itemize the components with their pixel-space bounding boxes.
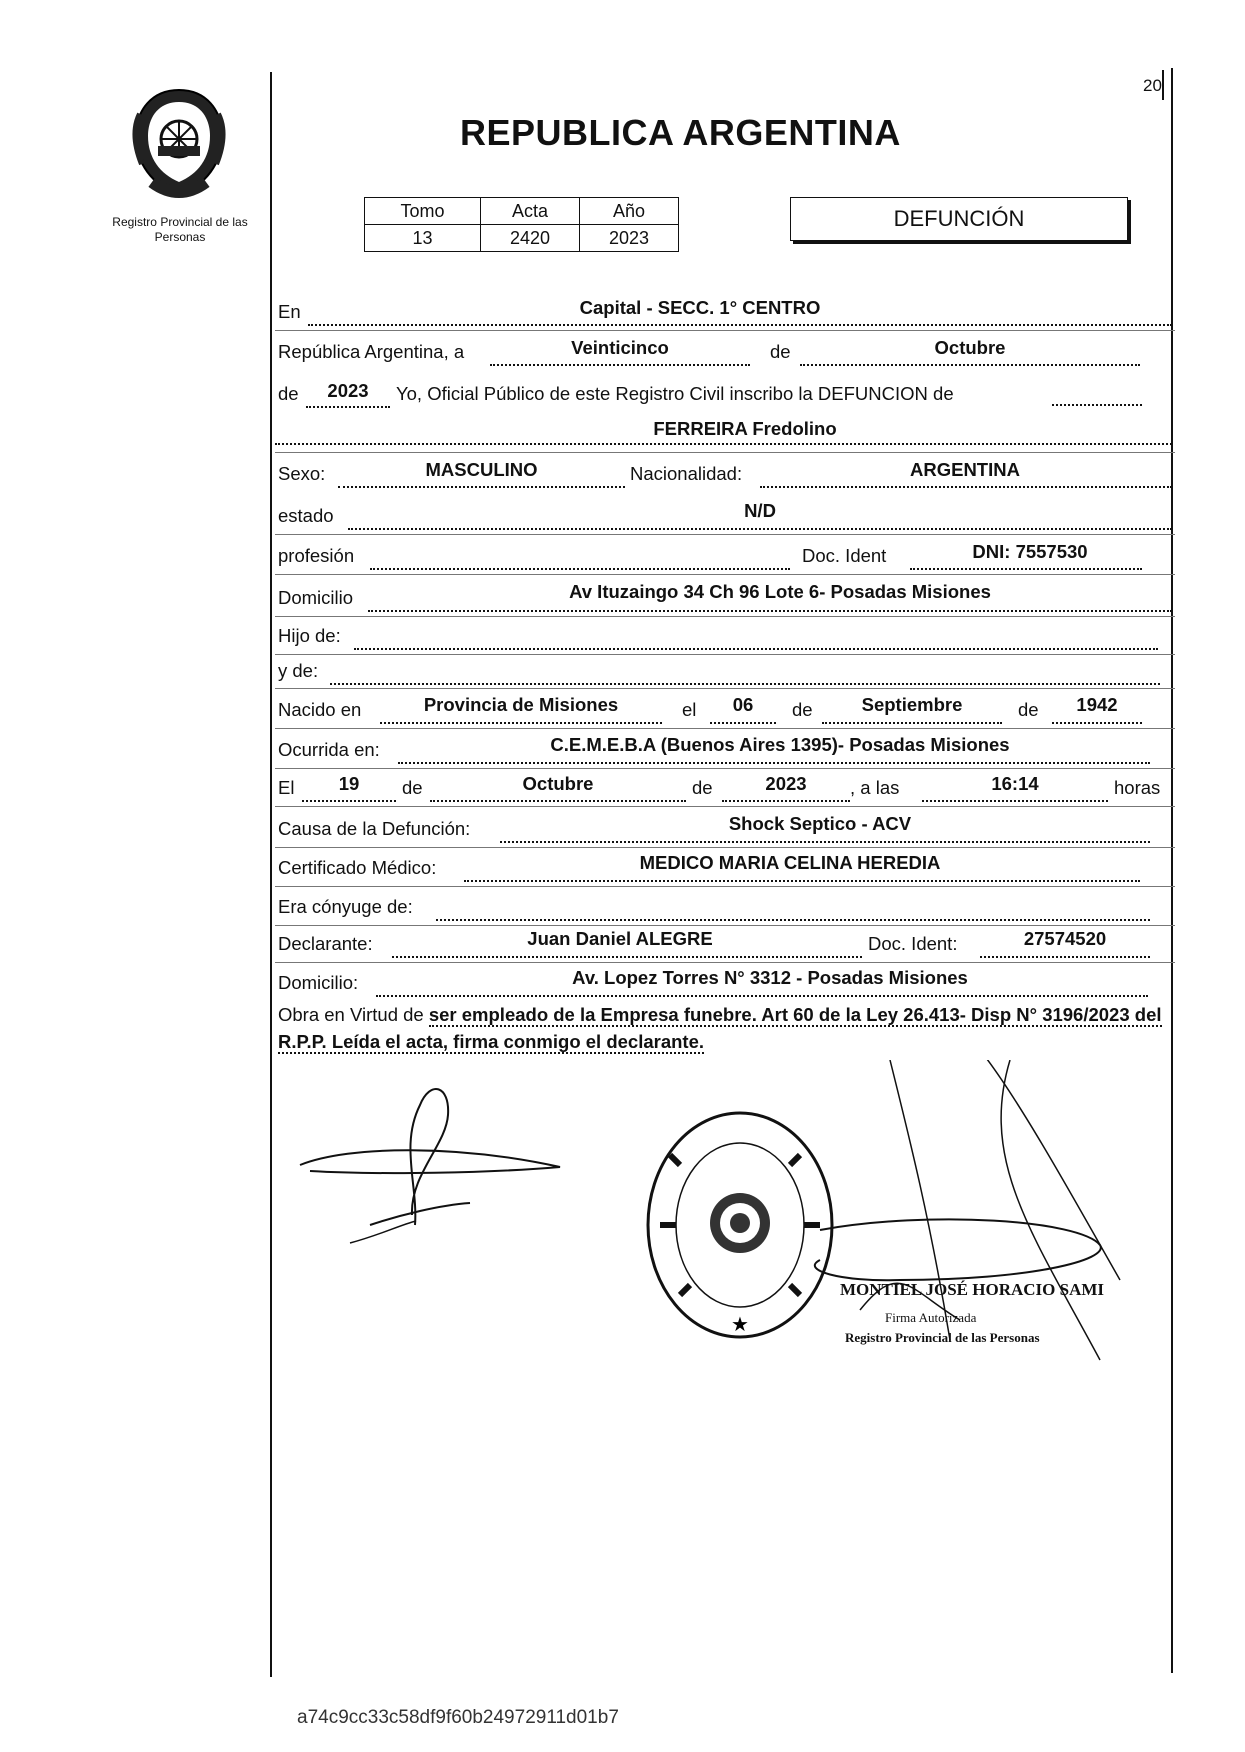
dots-nac-dia bbox=[710, 722, 776, 724]
value-certificado: MEDICO MARIA CELINA HEREDIA bbox=[639, 852, 941, 873]
value-nombre: FERREIRA Fredolino bbox=[653, 418, 837, 439]
label-de-1: de bbox=[770, 341, 791, 362]
label-de-4: de bbox=[1018, 699, 1039, 720]
dots-yo bbox=[1052, 404, 1142, 406]
value-declarante-doc: 27574520 bbox=[1023, 928, 1107, 949]
obra-text: ser empleado de la Empresa funebre. Art 60 de la Ley 26.413- Disp N° 3196/2023 del R.P.P. Leída el acta, firma conmigo el declarante. bbox=[278, 1004, 1162, 1052]
row-rule bbox=[275, 534, 1175, 535]
label-doc-ident-2: Doc. Ident: bbox=[868, 933, 958, 954]
dots-nacionalidad bbox=[760, 486, 1172, 488]
value-def-hora: 16:14 bbox=[991, 773, 1039, 794]
page-number-bar bbox=[1162, 70, 1164, 100]
row-rule bbox=[275, 806, 1175, 807]
label-nacionalidad: Nacionalidad: bbox=[630, 463, 743, 484]
value-nacionalidad: ARGENTINA bbox=[910, 459, 1020, 480]
value-domicilio: Av Ituzaingo 34 Ch 96 Lote 6- Posadas Misiones bbox=[569, 581, 991, 602]
label-nacido-en: Nacido en bbox=[278, 699, 362, 720]
label-hijo-de: Hijo de: bbox=[278, 625, 341, 646]
row-rule bbox=[275, 616, 1175, 617]
dots-domicilio bbox=[368, 610, 1172, 612]
value-nac-mes: Septiembre bbox=[861, 694, 963, 715]
dots-causa bbox=[500, 841, 1150, 843]
value-sexo: MASCULINO bbox=[425, 459, 538, 480]
row-rule bbox=[275, 728, 1175, 729]
acta-header: Acta bbox=[481, 198, 580, 225]
value-nacido-en: Provincia de Misiones bbox=[423, 694, 619, 715]
dots-declarante bbox=[392, 956, 862, 958]
row-rule bbox=[275, 768, 1175, 769]
label-ocurrida-en: Ocurrida en: bbox=[278, 739, 380, 760]
dots-def-hora bbox=[922, 800, 1108, 802]
value-mes: Octubre bbox=[934, 337, 1006, 358]
label-yo: Yo, Oficial Público de este Registro Civil inscribo la DEFUNCION de bbox=[396, 383, 954, 404]
label-de-2: de bbox=[278, 383, 299, 404]
dots-estado bbox=[348, 528, 1172, 530]
registry-label: Registro Provincial de las Personas bbox=[112, 215, 248, 244]
label-el-cap: El bbox=[278, 777, 295, 798]
dots-def-anio bbox=[722, 800, 850, 802]
value-nac-dia: 06 bbox=[732, 694, 754, 715]
document-hash: a74c9cc33c58df9f60b24972911d01b7 bbox=[297, 1707, 619, 1728]
value-ocurrida-en: C.E.M.E.B.A (Buenos Aires 1395)- Posadas Misiones bbox=[550, 734, 1010, 755]
dots-def-mes bbox=[430, 800, 686, 802]
row-rule bbox=[275, 654, 1175, 655]
dots-hijo-de bbox=[354, 648, 1158, 650]
value-def-anio: 2023 bbox=[765, 773, 807, 794]
value-anio: 2023 bbox=[327, 380, 369, 401]
value-lugar: Capital - SECC. 1° CENTRO bbox=[579, 297, 821, 318]
value-documento: DNI: 7557530 bbox=[972, 541, 1088, 562]
label-profesion: profesión bbox=[278, 545, 355, 566]
label-causa: Causa de la Defunción: bbox=[278, 818, 471, 839]
dots-sexo bbox=[338, 486, 625, 488]
dots-ocurrida-en bbox=[398, 762, 1150, 764]
label-a-las: , a las bbox=[850, 777, 900, 798]
value-def-mes: Octubre bbox=[522, 773, 594, 794]
dots-en bbox=[308, 324, 1172, 326]
page-number: 20 bbox=[1143, 76, 1162, 95]
row-rule bbox=[275, 330, 1175, 331]
dots-nac-mes bbox=[822, 722, 1002, 724]
dots-profesion bbox=[370, 568, 790, 570]
page-title: REPUBLICA ARGENTINA bbox=[460, 112, 901, 153]
right-margin-line bbox=[1171, 68, 1173, 1673]
row-rule bbox=[275, 847, 1175, 848]
label-de-3: de bbox=[792, 699, 813, 720]
dots-nacido-en bbox=[380, 722, 662, 724]
dots-domicilio-2 bbox=[376, 995, 1148, 997]
value-declarante: Juan Daniel ALEGRE bbox=[527, 928, 713, 949]
acta-value: 2420 bbox=[481, 225, 580, 252]
dots-nombre bbox=[275, 443, 1172, 445]
closing-paragraph bbox=[278, 1001, 1178, 1055]
dots-dia bbox=[490, 364, 750, 366]
declarant-signature bbox=[290, 1075, 580, 1245]
dots-declarante-doc bbox=[980, 956, 1150, 958]
label-estado: estado bbox=[278, 505, 334, 526]
anio-header: Año bbox=[580, 198, 679, 225]
tomo-header: Tomo bbox=[365, 198, 481, 225]
value-nac-anio: 1942 bbox=[1076, 694, 1118, 715]
row-rule bbox=[275, 962, 1175, 963]
label-sexo: Sexo: bbox=[278, 463, 326, 484]
label-declarante: Declarante: bbox=[278, 933, 373, 954]
dots-conyuge bbox=[436, 919, 1150, 921]
misiones-seal-logo bbox=[122, 84, 237, 204]
row-rule bbox=[275, 925, 1175, 926]
label-republica: República Argentina, a bbox=[278, 341, 465, 362]
label-de-5: de bbox=[402, 777, 423, 798]
dots-def-dia bbox=[302, 800, 396, 802]
record-value-row bbox=[365, 225, 679, 252]
dots-certificado bbox=[464, 880, 1140, 882]
dots-anio bbox=[306, 406, 390, 408]
label-horas: horas bbox=[1114, 777, 1161, 798]
value-dia-letras: Veinticinco bbox=[571, 337, 669, 358]
label-en: En bbox=[278, 301, 301, 322]
anio-value: 2023 bbox=[580, 225, 679, 252]
value-causa: Shock Septico - ACV bbox=[728, 813, 912, 834]
dots-mes bbox=[800, 364, 1140, 366]
tomo-value: 13 bbox=[365, 225, 481, 252]
label-conyuge: Era cónyuge de: bbox=[278, 896, 413, 917]
value-declarante-domicilio: Av. Lopez Torres N° 3312 - Posadas Misiones bbox=[572, 967, 968, 988]
official-org: Registro Provincial de las Personas bbox=[845, 1330, 1040, 1345]
label-doc-ident: Doc. Ident bbox=[802, 545, 887, 566]
row-rule bbox=[275, 886, 1175, 887]
value-estado: N/D bbox=[744, 500, 776, 521]
row-rule bbox=[275, 574, 1175, 575]
label-domicilio-2: Domicilio: bbox=[278, 972, 359, 993]
dots-nac-anio bbox=[1052, 722, 1142, 724]
record-header-row bbox=[365, 198, 679, 225]
label-de-6: de bbox=[692, 777, 713, 798]
dots-y-de bbox=[330, 683, 1160, 685]
label-certificado: Certificado Médico: bbox=[278, 857, 437, 878]
record-table bbox=[364, 197, 679, 252]
value-def-dia: 19 bbox=[338, 773, 360, 794]
row-rule bbox=[275, 452, 1175, 453]
dots-documento bbox=[910, 568, 1142, 570]
svg-text:★: ★ bbox=[731, 1314, 749, 1336]
row-rule bbox=[275, 688, 1175, 689]
official-role: Firma Autorizada bbox=[885, 1310, 977, 1325]
label-domicilio: Domicilio bbox=[278, 587, 354, 608]
obra-prefix: Obra en Virtud de bbox=[278, 1004, 424, 1025]
record-type-box: DEFUNCIÓN bbox=[790, 197, 1128, 241]
label-el: el bbox=[682, 699, 697, 720]
left-margin-line bbox=[270, 72, 272, 1677]
label-y-de: y de: bbox=[278, 660, 319, 681]
official-name: MONTIEL JOSÉ HORACIO SAMI bbox=[840, 1280, 1105, 1299]
